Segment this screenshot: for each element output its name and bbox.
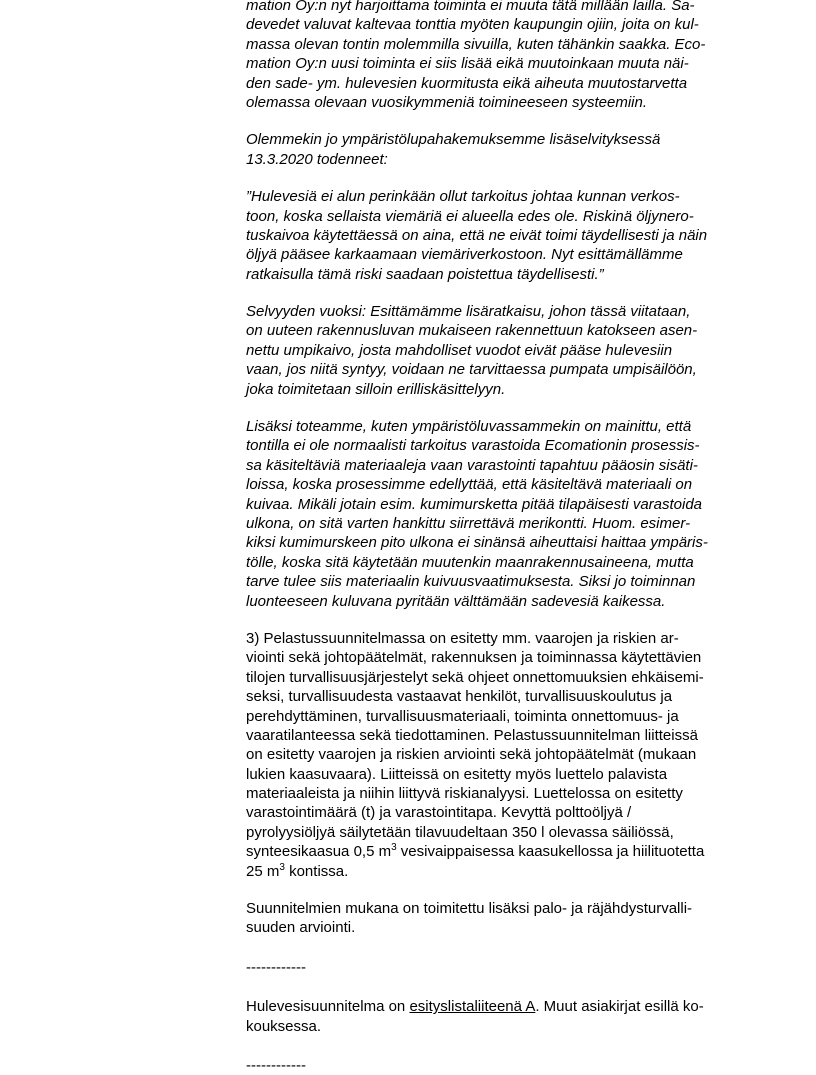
- text-line: tontilla ei ole normaalisti tarkoitus varastoida Ecomationin prosessis-: [246, 437, 700, 455]
- paragraph-rescue-plan: [246, 629, 746, 881]
- text-line: Lisäksi toteamme, kuten ympäristöluvassammekin on mainittu, että: [246, 418, 692, 436]
- document-body: [246, 0, 746, 1075]
- text-line: 3) Pelastussuunnitelmassa on esitetty mm. vaarojen ja riskien ar-: [246, 629, 679, 647]
- text-line: kuivaa. Mikäli jotain esim. kumimursketta pitää tilapäisesti varastoida: [246, 495, 703, 513]
- text-line: kiksi kumimurskeen pito ulkona ei sinänsä aiheuttaisi haittaa ympäris-: [246, 534, 708, 552]
- text-line: Suunnitelmien mukana on toimitettu lisäksi palo- ja räjähdysturvalli-: [246, 900, 693, 918]
- paragraph-stormwater-intro: [246, 0, 746, 112]
- text-line: sa käsiteltäviä materiaaleja vaan varastointi tapahtuu pääosin sisäti-: [246, 456, 698, 474]
- superscript: 3: [279, 861, 285, 873]
- text-line: olemassa olevaan vuosikymmeniä toimineeseen systeemiin.: [246, 93, 648, 111]
- text-line: devedet valuvat kaltevaa tonttia myöten kaupungin ojiin, joita on kul-: [246, 16, 699, 34]
- text-line: mation Oy:n nyt harjoittama toiminta ei muuta tätä millään lailla. Sa-: [246, 0, 695, 14]
- text-line: öljyä pääsee karkaamaan viemäriverkostoon. Nyt esittämällämme: [246, 246, 683, 264]
- text-line: loissa, koska prosessimme edellyttää, että käsiteltävä materiaali on: [246, 476, 693, 494]
- text-line: ”Hulevesiä ei alun perinkään ollut tarkoitus johtaa kunnan verkos-: [246, 188, 680, 206]
- text-line: tölle, koska sitä käytetään muutenkin maanrakennusaineena, mutta: [246, 553, 694, 571]
- text-line: suuden arviointi.: [246, 919, 356, 937]
- text-fragment: kontissa.: [284, 862, 349, 880]
- text-line: nettu umpikaivo, josta mahdolliset vuodot eivät pääse hulevesiin: [246, 341, 673, 359]
- text-line: [246, 997, 746, 1016]
- separator-dashes: ------------: [246, 958, 306, 976]
- text-line: Selvyyden vuoksi: Esittämämme lisäratkaisu, johon tässä viitataan,: [246, 303, 691, 321]
- text-line: Olemmekin jo ympäristölupahakemuksemme lisäselvityksessä: [246, 131, 661, 149]
- paragraph-earlier-statement: [246, 130, 746, 169]
- text-line: luonteeseen kuluvana pyritään välttämään sadevesiä kaikessa.: [246, 592, 666, 610]
- text-line: seksi, turvallisuudesta vastaavat henkilöt, turvallisuuskoulutus ja: [246, 688, 673, 706]
- text-fragment: 25 m: [246, 862, 280, 880]
- text-line: tarve tulee siis materiaalin kuivuusvaatimuksesta. Siksi jo toiminnan: [246, 573, 696, 591]
- text-line: ratkaisulla tämä riski saadaan poistettua täydellisesti.”: [246, 265, 604, 283]
- text-line: on esitetty vaarojen ja riskien arviointi sekä johtopäätelmät (mukaan: [246, 746, 697, 764]
- text-line: lukien kaasuvaara). Liitteissä on esitetty myös luettelo palavista: [246, 765, 668, 783]
- text-line: viointi sekä johtopäätelmät, rakennuksen ja toiminnassa käytettävien: [246, 649, 702, 667]
- separator-dashes: ------------: [246, 1056, 306, 1074]
- text-line: perehdyttäminen, turvallisuusmateriaali, toiminta onnettomuus- ja: [246, 707, 679, 725]
- paragraph-clarification: [246, 302, 746, 399]
- text-fragment: vesivaippaisessa kaasukellossa ja hiilituotetta: [396, 843, 705, 861]
- paragraph-storage: [246, 417, 746, 611]
- text-line-with-superscript: [246, 862, 746, 881]
- paragraph-attachment-note: [246, 997, 746, 1036]
- text-line: mation Oy:n uusi toiminta ei siis lisää eikä muutoinkaan muuta näi-: [246, 55, 689, 73]
- text-line-with-superscript: [246, 842, 746, 861]
- paragraph-fire-safety: [246, 899, 746, 938]
- text-fragment: . Muut asiakirjat esillä ko-: [535, 998, 704, 1016]
- text-line: materiaaleista ja niihin liittyvä riskianalyysi. Luettelossa on esitetty: [246, 785, 683, 803]
- text-line: joka toimitetaan silloin erilliskäsittelyyn.: [246, 380, 506, 398]
- text-line: varastointimäärä (t) ja varastointitapa. Kevyttä polttoöljyä /: [246, 804, 632, 822]
- text-line: massa olevan tontin molemmilla sivuilla, kuten tähänkin saakka. Eco-: [246, 35, 706, 53]
- text-line: ulkona, on sitä varten hankittu siirrettävä merikontti. Huom. esimer-: [246, 514, 691, 532]
- text-line: 13.3.2020 todenneet:: [246, 150, 388, 168]
- text-fragment: synteesikaasua 0,5 m: [246, 843, 392, 861]
- superscript: 3: [391, 842, 397, 854]
- text-line: tuskaivoa käytettäessä on aina, että ne eivät toimi täydellisesti ja näin: [246, 226, 708, 244]
- text-line: on uuteen rakennusluvan mukaiseen rakennettuun katokseen asen-: [246, 322, 698, 340]
- text-line: kouksessa.: [246, 1017, 322, 1035]
- text-fragment: Hulevesisuunnitelma on: [246, 998, 410, 1016]
- text-line: den sade- ym. hulevesien kuormitusta eikä aiheuta muutostarvetta: [246, 74, 688, 92]
- text-line: vaaratilanteessa sekä tiedottaminen. Pelastussuunnitelman liitteissä: [246, 726, 698, 744]
- text-line: tilojen turvallisuusjärjestelyt sekä ohjeet onnettomuuksien ehkäisemi-: [246, 668, 704, 686]
- text-line: toon, koska sellaista viemäriä ei alueella edes ole. Riskinä öljynero-: [246, 207, 694, 225]
- paragraph-quotation: [246, 187, 746, 284]
- attachment-link[interactable]: esityslistaliiteenä A: [409, 998, 536, 1016]
- text-line: pyrolyysiöljyä säilytetään tilavuudeltaan 350 l olevassa säiliössä,: [246, 823, 674, 841]
- text-line: vaan, jos niitä syntyy, voidaan ne tarvittaessa pumpata umpisäilöön,: [246, 361, 697, 379]
